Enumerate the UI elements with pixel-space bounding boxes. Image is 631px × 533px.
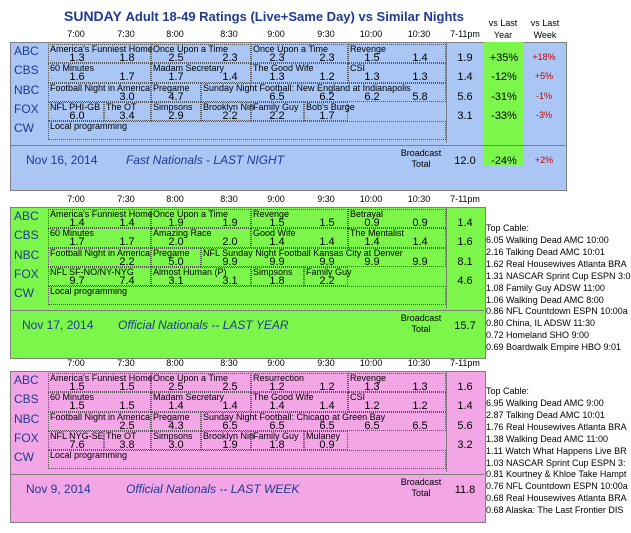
time-header-p1-7: 10:30 <box>407 29 431 39</box>
time-header-p2-0: 7:00 <box>67 194 85 204</box>
network-label-p2-nbc: NBC <box>14 247 40 262</box>
top-cable-item-p2-6: 0.86 NFL Countdown ESPN 10:00a <box>486 306 628 317</box>
time-header-p3-6: 10:00 <box>359 358 383 368</box>
show-name-p2-3-3: Family Guy <box>306 266 352 277</box>
rating-p3-2-2: 4.3 <box>168 419 184 432</box>
top-cable-item-p3-6: 0.81 Kourtney & Khloe Take Hampt <box>486 469 627 480</box>
network-label-p1-cbs: CBS <box>14 63 39 78</box>
time-header-p3-4: 9:00 <box>267 358 285 368</box>
rating-p3-1-4: 1.4 <box>269 400 285 413</box>
show-name-p3-1-3: CSI <box>350 392 366 403</box>
time-header-p1-8: 7-11pm <box>450 29 480 39</box>
time-header-p2-8: 7-11pm <box>450 194 480 204</box>
total-value-p1: 12.0 <box>454 154 476 167</box>
rating-p1-1-1: 1.7 <box>119 71 135 84</box>
time-header-p1-3: 8:30 <box>220 29 238 39</box>
top-cable-item-p3-5: 1.03 NASCAR Sprint Cup ESPN 3: <box>486 457 626 468</box>
time-header-p1-0: 7:00 <box>67 29 85 39</box>
show-name-p2-4-0: Local programming <box>50 286 128 297</box>
rating-p2-0-3: 1.9 <box>222 217 238 229</box>
top-cable-item-p3-9: 0.68 Alaska: The Last Frontier DIS <box>486 505 624 516</box>
rating-p3-2-7: 6.5 <box>412 419 428 432</box>
network-label-p1-abc: ABC <box>14 44 39 58</box>
avg-p1-1: 1.4 <box>457 71 473 84</box>
show-name-p1-3-0: NFL PHI-GB <box>50 101 101 112</box>
rating-p3-0-5: 1.2 <box>319 381 335 393</box>
time-header-p2-6: 10:00 <box>359 194 383 204</box>
time-header-p3-7: 10:30 <box>407 358 431 368</box>
rating-p1-0-2: 2.5 <box>168 52 184 64</box>
top-cable-item-p2-4: 1.08 Family Guy ADSW 11:00 <box>486 282 605 293</box>
rating-p3-3-4: 1.8 <box>269 438 285 451</box>
rating-p2-3-2: 3.1 <box>168 274 184 287</box>
top-cable-item-p2-8: 0.72 Homeland SHO 9:00 <box>486 330 590 341</box>
network-label-p1-fox: FOX <box>14 101 39 116</box>
top-cable-title-p2: Top Cable: <box>486 223 530 233</box>
time-header-p1-2: 8:00 <box>166 29 184 39</box>
rating-p1-3-4: 2.2 <box>269 109 285 122</box>
rating-p3-0-2: 2.5 <box>168 381 184 393</box>
time-header-p3-2: 8:00 <box>166 358 184 368</box>
network-label-p3-fox: FOX <box>14 430 39 445</box>
total-yoy-p1: -24% <box>491 154 517 167</box>
rating-p3-0-4: 1.2 <box>269 381 285 393</box>
show-name-p1-2-2: Sunday Night Football: New England at Indianapolis <box>203 82 411 93</box>
time-header-p3-5: 9:30 <box>317 358 335 368</box>
rating-p2-0-4: 1.5 <box>269 217 285 229</box>
show-name-p1-2-1: Pregame <box>153 82 190 93</box>
rating-p1-3-1: 3.4 <box>119 109 135 122</box>
time-header-p1-5: 9:30 <box>317 29 335 39</box>
rating-p3-3-0: 7.6 <box>69 438 85 451</box>
network-label-p2-cw: CW <box>14 286 34 301</box>
total-label-p1: Total <box>411 158 431 169</box>
page-title <box>64 8 464 24</box>
show-name-p3-1-1: Madam Secretary <box>153 392 225 403</box>
rating-p2-0-1: 1.4 <box>119 217 135 229</box>
rating-p1-3-2: 2.9 <box>168 109 184 122</box>
title-day: SUNDAY <box>64 8 122 24</box>
rating-p2-1-5: 1.4 <box>319 236 335 249</box>
time-header-p1-4: 9:00 <box>267 29 285 39</box>
top-cable-item-p3-8: 0.68 Real Housewives Atlanta BRA <box>486 493 627 504</box>
avg-p3-3: 3.2 <box>457 438 473 451</box>
rating-p3-1-0: 1.5 <box>69 400 85 413</box>
show-name-p3-1-0: 60 Minutes <box>50 392 95 403</box>
title-description: Adult 18-49 Ratings (Live+Same Day) vs Similar Nights <box>125 9 464 24</box>
rating-p3-0-0: 1.5 <box>69 381 85 393</box>
network-label-p2-fox: FOX <box>14 266 39 281</box>
time-header-p2-2: 8:00 <box>166 194 184 204</box>
rating-p1-1-4: 1.3 <box>269 71 285 84</box>
yoy-p1-1: -12% <box>491 71 517 84</box>
time-header-p3-0: 7:00 <box>67 358 85 368</box>
rating-p2-1-4: 1.4 <box>269 236 285 249</box>
rating-p1-3-0: 6.0 <box>69 109 85 122</box>
rating-p2-0-2: 1.9 <box>168 217 184 229</box>
avg-p1-3: 3.1 <box>457 109 473 122</box>
rating-p2-1-2: 2.0 <box>168 236 184 249</box>
network-label-p2-cbs: CBS <box>14 228 39 243</box>
top-cable-title-p3: Top Cable: <box>486 386 530 396</box>
top-cable-item-p2-2: 1.62 Real Housewives Atlanta BRA <box>486 258 627 269</box>
rating-p3-2-5: 6.5 <box>319 419 335 432</box>
show-name-p3-3-3: Brooklyn Nin <box>203 430 255 441</box>
rating-p3-0-6: 1.3 <box>364 381 380 393</box>
rating-p3-1-1: 1.5 <box>119 400 135 413</box>
show-name-p2-2-0: Football Night in America <box>50 247 151 258</box>
rating-p3-1-5: 1.4 <box>319 400 335 413</box>
rating-p3-0-7: 1.3 <box>412 381 428 393</box>
rating-p1-1-2: 1.7 <box>168 71 184 84</box>
time-header-p3-3: 8:30 <box>220 358 238 368</box>
show-name-p1-3-1: The OT <box>106 101 137 112</box>
top-cable-item-p2-7: 0.80 China, IL ADSW 11:30 <box>486 318 596 329</box>
footer-date-p1: Nov 16, 2014 <box>26 152 98 167</box>
rating-p2-1-7: 1.4 <box>412 236 428 249</box>
rating-p3-1-2: 1.4 <box>168 400 184 413</box>
rating-p2-2-7: 9.9 <box>412 255 428 268</box>
avg-p3-2: 5.6 <box>457 419 473 432</box>
rating-p1-0-4: 2.3 <box>269 52 285 64</box>
show-name-p1-0-3: Revenge <box>350 44 387 54</box>
rating-p2-0-7: 0.9 <box>412 217 428 229</box>
show-name-p3-0-3: Revenge <box>350 373 387 383</box>
show-name-p1-1-3: CSI <box>350 63 366 74</box>
rating-p3-2-6: 6.5 <box>364 419 380 432</box>
time-header-p2-3: 8:30 <box>220 194 238 204</box>
show-name-p3-4-0: Local programming <box>50 450 128 461</box>
rating-p2-2-1: 2.2 <box>119 255 135 268</box>
top-cable-item-p3-4: 1.11 Watch What Happens Live BR <box>486 445 627 456</box>
avg-p2-1: 1.6 <box>457 236 473 249</box>
rating-p2-1-0: 1.7 <box>69 236 85 249</box>
show-name-p3-2-1: Pregame <box>153 411 190 422</box>
show-name-p3-0-2: Resurrection <box>253 373 305 383</box>
rating-p2-1-1: 1.7 <box>119 236 135 249</box>
rating-p3-2-4: 6.5 <box>269 419 285 432</box>
top-cable-item-p3-3: 1.38 Walking Dead AMC 11:00 <box>486 433 609 444</box>
rating-p1-2-4: 6.5 <box>269 90 285 103</box>
show-name-p3-0-1: Once Upon a Time <box>153 373 229 383</box>
show-name-p3-1-2: The Good Wife <box>253 392 314 403</box>
rating-p1-0-6: 1.5 <box>364 52 380 64</box>
footer-label-p2: Official Nationals -- LAST YEAR <box>118 317 289 332</box>
rating-p1-0-7: 1.4 <box>412 52 428 64</box>
rating-p1-1-7: 1.3 <box>412 71 428 84</box>
show-name-p3-0-0: America's Funniest Home <box>50 373 153 383</box>
top-cable-item-p2-1: 2.16 Talking Dead AMC 10:01 <box>486 246 605 257</box>
header-vs-last-year: vs Last Year <box>488 18 518 40</box>
show-name-p2-0-2: Revenge <box>253 209 290 219</box>
top-cable-item-p3-2: 1.76 Real Housewives Atlanta BRA <box>486 421 627 432</box>
network-label-p2-abc: ABC <box>14 209 39 223</box>
avg-divider-p3 <box>446 371 447 472</box>
rating-p2-0-6: 0.9 <box>364 217 380 229</box>
time-header-p2-5: 9:30 <box>317 194 335 204</box>
rating-p2-3-4: 1.8 <box>269 274 285 287</box>
broadcast-label-p1: Broadcast <box>400 147 442 158</box>
rating-p1-2-6: 6.2 <box>364 90 380 103</box>
show-name-p3-3-2: Simpsons <box>153 430 193 441</box>
show-name-p2-2-2: NFL Sunday Night Football Kansas City at Denver <box>203 247 403 258</box>
show-name-p2-1-2: Good Wife <box>253 228 296 239</box>
footer-rule-p2 <box>10 310 484 311</box>
rating-p2-2-5: 9.9 <box>319 255 335 268</box>
avg-divider-p1 <box>446 42 447 143</box>
rating-p2-2-4: 9.9 <box>269 255 285 268</box>
show-name-p2-0-3: Betrayal <box>350 209 384 219</box>
rating-p3-0-3: 2.5 <box>222 381 238 393</box>
show-name-p2-1-0: 60 Minutes <box>50 228 95 239</box>
show-name-p1-1-2: The Good Wife <box>253 63 314 74</box>
footer-label-p1: Fast Nationals - LAST NIGHT <box>126 152 285 167</box>
time-header-p2-4: 9:00 <box>267 194 285 204</box>
top-cable-item-p3-7: 0.76 NFL Countdown ESPN 10:00a <box>486 481 628 492</box>
show-name-p3-2-0: Football Night in America <box>50 411 151 422</box>
avg-p3-0: 1.6 <box>457 381 473 393</box>
show-name-p2-3-1: Almost Human (P) <box>153 266 227 277</box>
broadcast-label-p2: Broadcast <box>400 312 442 323</box>
avg-p2-0: 1.4 <box>457 217 473 229</box>
rating-p1-0-0: 1.3 <box>69 52 85 64</box>
rating-p1-0-3: 2.3 <box>222 52 238 64</box>
rating-p2-2-3: 9.9 <box>222 255 238 268</box>
show-name-p1-2-0: Football Night in America <box>50 82 151 93</box>
show-name-p2-0-0: America's Funniest Home <box>50 209 153 219</box>
rating-p3-2-1: 2.5 <box>119 419 135 432</box>
rating-p2-3-0: 9.7 <box>69 274 85 287</box>
show-name-p1-0-1: Once Upon a Time <box>153 44 229 54</box>
time-header-p1-6: 10:00 <box>359 29 383 39</box>
avg-divider-p2 <box>446 207 447 308</box>
network-label-p1-nbc: NBC <box>14 82 40 97</box>
show-name-p2-0-1: Once Upon a Time <box>153 209 229 219</box>
show-name-p3-2-2: Sunday Night Football: Chicago at Green Bay <box>203 411 386 422</box>
show-name-p1-0-2: Once Upon a Time <box>253 44 329 54</box>
show-name-p1-3-5: Bob's Burge <box>306 101 355 112</box>
rating-p3-1-7: 1.2 <box>412 400 428 413</box>
network-label-p3-abc: ABC <box>14 373 39 387</box>
network-label-p3-cbs: CBS <box>14 392 39 407</box>
footer-date-p2: Nov 17, 2014 <box>22 317 94 332</box>
show-name-p3-3-1: The OT <box>106 430 137 441</box>
wow-p1-3: -3% <box>535 109 552 120</box>
wow-p1-2: -1% <box>535 90 552 101</box>
yoy-p1-2: -31% <box>491 90 517 103</box>
rating-p3-0-1: 1.5 <box>119 381 135 393</box>
rating-p1-2-2: 4.7 <box>168 90 184 103</box>
total-label-p2: Total <box>411 323 431 334</box>
rating-p2-1-6: 1.4 <box>364 236 380 249</box>
top-cable-item-p2-9: 0.69 Boardwalk Empire HBO 9:01 <box>486 342 622 353</box>
rating-p2-0-5: 1.5 <box>319 217 335 229</box>
footer-date-p3: Nov 9, 2014 <box>26 481 91 496</box>
show-name-p1-1-0: 60 Minutes <box>50 63 95 74</box>
rating-p3-3-2: 3.0 <box>168 438 184 451</box>
show-name-p1-3-2: Simpsons <box>153 101 193 112</box>
rating-p1-1-5: 1.2 <box>319 71 335 84</box>
total-value-p2: 15.7 <box>454 319 476 332</box>
top-cable-item-p2-5: 1.06 Walking Dead AMC 8:00 <box>486 294 604 305</box>
rating-p2-3-1: 7.4 <box>119 274 135 287</box>
show-name-p3-3-5: Mulaney <box>306 430 341 441</box>
show-name-p2-1-3: The Mentalist <box>350 228 405 239</box>
rating-p1-0-5: 2.3 <box>319 52 335 64</box>
top-cable-item-p3-1: 2.87 Talking Dead AMC 10:01 <box>486 409 605 420</box>
show-name-p2-3-0: NFL SF-NO/NY-NYG <box>50 266 134 277</box>
show-name-p1-3-3: Brooklyn Nin <box>203 101 255 112</box>
total-value-p3: 11.8 <box>454 483 476 496</box>
show-name-p1-3-4: Family Guy <box>253 101 299 112</box>
top-cable-item-p2-3: 1.31 NASCAR Sprint Cup ESPN 3:0 <box>486 270 631 281</box>
rating-p3-2-3: 6.5 <box>222 419 238 432</box>
footer-label-p3: Official Nationals -- LAST WEEK <box>126 481 300 496</box>
rating-p1-3-5: 1.7 <box>319 109 335 122</box>
rating-p2-2-2: 5.0 <box>168 255 184 268</box>
show-name-p3-3-0: NFL NYG-SE <box>50 430 104 441</box>
rating-p2-0-0: 1.4 <box>69 217 85 229</box>
top-cable-item-p3-0: 6.95 Walking Dead AMC 9:00 <box>486 398 604 408</box>
total-label-p3: Total <box>411 487 431 498</box>
rating-p2-3-5: 2.2 <box>319 274 335 287</box>
network-label-p3-nbc: NBC <box>14 411 40 426</box>
show-name-p2-3-2: Simpsons <box>253 266 293 277</box>
rating-p1-2-5: 6.2 <box>319 90 335 103</box>
footer-rule-p1 <box>10 145 565 146</box>
show-name-p2-1-1: Amazing Race <box>153 228 212 239</box>
yoy-p1-3: -33% <box>491 109 517 122</box>
rating-p1-0-1: 1.8 <box>119 52 135 64</box>
wow-p1-0: +18% <box>532 52 556 62</box>
rating-p1-1-3: 1.4 <box>222 71 238 84</box>
rating-p3-3-1: 3.8 <box>119 438 135 451</box>
time-header-p3-1: 7:30 <box>117 358 135 368</box>
show-name-p1-1-1: Madam Secretary <box>153 63 225 74</box>
header-vs-last-week: vs Last Week <box>530 18 560 40</box>
rating-p1-1-6: 1.3 <box>364 71 380 84</box>
rating-p3-3-5: 0.9 <box>319 438 335 451</box>
rating-p2-1-3: 2.0 <box>222 236 238 249</box>
show-name-p1-0-0: America's Funniest Home <box>50 44 153 54</box>
network-label-p1-cw: CW <box>14 121 34 136</box>
rating-p1-2-7: 5.8 <box>412 90 428 103</box>
total-wow-p1: +2% <box>534 154 554 165</box>
rating-p2-3-3: 3.1 <box>222 274 238 287</box>
yoy-p1-0: +35% <box>489 52 519 64</box>
avg-p1-0: 1.9 <box>457 52 473 64</box>
show-name-p3-3-4: Family Guy <box>253 430 299 441</box>
rating-p3-1-3: 1.4 <box>222 400 238 413</box>
avg-p2-2: 8.1 <box>457 255 473 268</box>
time-header-p1-1: 7:30 <box>117 29 135 39</box>
top-cable-item-p2-0: 6.05 Walking Dead AMC 10:00 <box>486 235 609 245</box>
time-header-p3-8: 7-11pm <box>450 358 480 368</box>
rating-p1-2-1: 3.0 <box>119 90 135 103</box>
show-name-p1-4-0: Local programming <box>50 121 128 132</box>
time-header-p2-1: 7:30 <box>117 194 135 204</box>
avg-p3-1: 1.4 <box>457 400 473 413</box>
rating-p1-1-0: 1.6 <box>69 71 85 84</box>
time-header-p2-7: 10:30 <box>407 194 431 204</box>
rating-p3-1-6: 1.2 <box>364 400 380 413</box>
avg-p1-2: 5.6 <box>457 90 473 103</box>
rating-p2-2-6: 9.9 <box>364 255 380 268</box>
wow-p1-1: +5% <box>534 71 554 82</box>
network-label-p3-cw: CW <box>14 450 34 465</box>
rating-p3-3-3: 1.9 <box>222 438 238 451</box>
show-name-p2-2-1: Pregame <box>153 247 190 258</box>
broadcast-label-p3: Broadcast <box>400 476 442 487</box>
avg-p2-3: 4.6 <box>457 274 473 287</box>
footer-rule-p3 <box>10 474 484 475</box>
rating-p1-3-3: 2.2 <box>222 109 238 122</box>
